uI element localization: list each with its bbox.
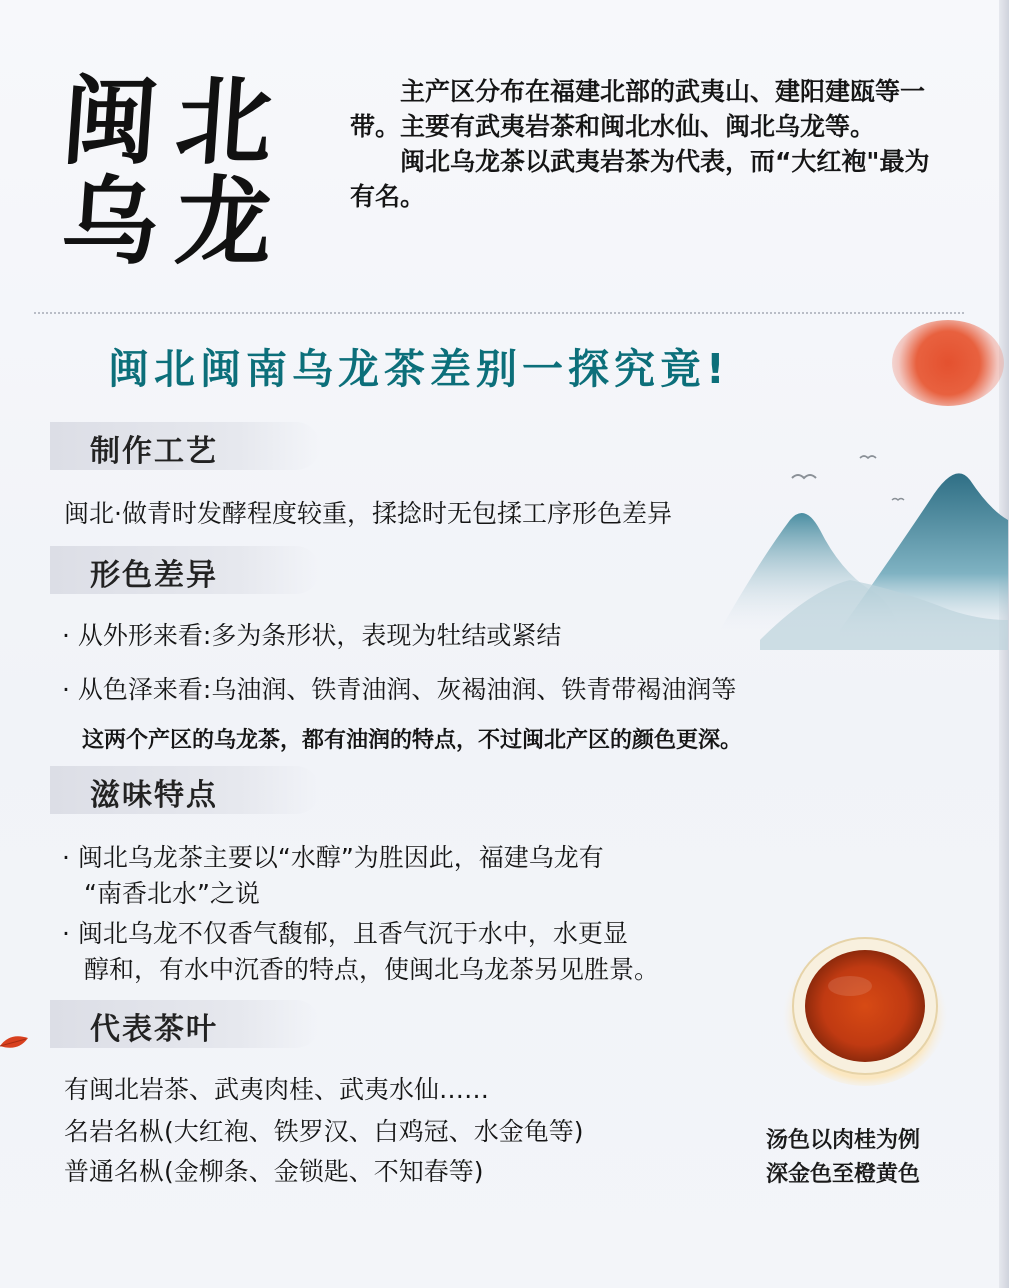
section-header-taste — [50, 766, 320, 814]
section-header-shape — [50, 546, 320, 594]
teas-line-3: 普通名枞(金柳条、金锁匙、不知春等) — [64, 1157, 484, 1186]
birds-graphic — [780, 440, 920, 510]
craft-text: 闽北·做青时发酵程度较重，揉捻时无包揉工序形色差异 — [64, 499, 672, 528]
intro-paragraph-1: 主产区分布在福建北部的武夷山、建阳建瓯等一带。主要有武夷岩茶和闽北水仙、闽北乌龙等。 — [350, 77, 926, 141]
section-label-taste: 滋味特点 — [90, 778, 218, 813]
section-header-teas — [50, 1000, 320, 1048]
big-title — [58, 62, 282, 282]
section-label-teas: 代表茶叶 — [90, 1012, 218, 1047]
teas-line-2: 名岩名枞(大红袍、铁罗汉、白鸡冠、水金龟等) — [64, 1117, 584, 1146]
teacup-graphic — [780, 926, 950, 1086]
caption-line-2: 深金色至橙黄色 — [766, 1162, 921, 1187]
taste-line-1: · 闽北乌龙茶主要以“水醇”为胜因此，福建乌龙有 — [62, 843, 604, 872]
intro-paragraph-2: 闽北乌龙茶以武夷岩茶为代表，而“大红袍"最为有名。 — [350, 147, 930, 211]
headline: 闽北闽南乌龙茶差别一探究竟! — [108, 345, 730, 393]
title-char-3: 乌 — [58, 165, 162, 278]
shape-line-1: · 从外形来看:多为条形状，表现为牡结或紧结 — [62, 621, 562, 650]
dotted-divider — [34, 312, 964, 314]
taste-line-2: “南香北水”之说 — [84, 879, 260, 908]
section-label-craft: 制作工艺 — [90, 434, 218, 469]
shape-note: 这两个产区的乌龙茶，都有油润的特点，不过闽北产区的颜色更深。 — [82, 728, 743, 753]
leaf-graphic — [0, 1032, 30, 1054]
teacup-caption — [766, 1124, 920, 1192]
title-char-4: 龙 — [172, 165, 276, 278]
intro-text — [350, 74, 950, 214]
title-char-1: 闽 — [58, 65, 162, 178]
sun-graphic — [892, 320, 1004, 406]
taste-line-3: · 闽北乌龙不仅香气馥郁，且香气沉于水中，水更显 — [62, 919, 628, 948]
shape-line-2: · 从色泽来看:乌油润、铁青油润、灰褐油润、铁青带褐油润等 — [62, 675, 737, 704]
title-char-2: 北 — [172, 65, 276, 178]
section-header-craft — [50, 422, 320, 470]
caption-line-1: 汤色以肉桂为例 — [766, 1128, 921, 1153]
taste-line-4: 醇和，有水中沉香的特点，使闽北乌龙茶另见胜景。 — [84, 955, 660, 984]
teas-line-1: 有闽北岩茶、武夷肉桂、武夷水仙…… — [64, 1075, 490, 1104]
section-label-shape: 形色差异 — [90, 558, 218, 593]
